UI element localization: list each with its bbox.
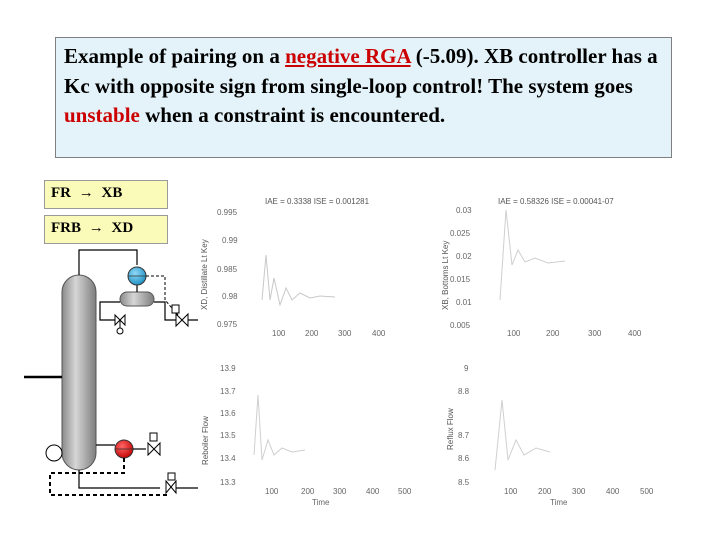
y-tick: 13.9 (220, 364, 236, 373)
y-tick: 0.02 (456, 252, 472, 261)
x-tick: 300 (333, 487, 347, 496)
y-tick: 0.025 (450, 229, 471, 238)
pairing-from: FR (51, 185, 71, 201)
x-axis-label: Time (550, 498, 568, 507)
y-tick: 13.4 (220, 454, 236, 463)
x-tick: 200 (305, 329, 319, 338)
callout-text-1: Example of pairing on a (64, 44, 286, 68)
y-tick: 0.975 (217, 320, 238, 329)
pairing-from: FRB (51, 220, 81, 236)
reflux-trace (495, 400, 550, 470)
x-tick: 200 (546, 329, 560, 338)
xb-trace (500, 210, 565, 300)
y-tick: 0.03 (456, 206, 472, 215)
reboiler-trace (254, 395, 305, 460)
plot-ylabel: XB, Bottoms Lt Key (441, 240, 450, 310)
y-tick: 0.98 (222, 292, 238, 301)
x-tick: 400 (606, 487, 620, 496)
y-tick: 0.005 (450, 321, 471, 330)
x-tick: 100 (265, 487, 279, 496)
arrow-right-icon: → (78, 185, 94, 201)
plot-title: IAE = 0.3338 ISE = 0.001281 (265, 197, 370, 206)
x-tick: 400 (628, 329, 642, 338)
x-tick: 300 (572, 487, 586, 496)
pairing-to: XD (111, 220, 134, 236)
pairing-to: XB (101, 185, 123, 201)
y-tick: 9 (464, 364, 469, 373)
y-tick: 13.3 (220, 478, 236, 487)
x-tick: 300 (588, 329, 602, 338)
callout-text-3: when a constraint is encountered. (139, 103, 446, 127)
arrow-right-icon: → (88, 220, 104, 236)
x-tick: 400 (372, 329, 386, 338)
x-tick: 400 (366, 487, 380, 496)
y-tick: 0.995 (217, 208, 238, 217)
x-tick: 100 (507, 329, 521, 338)
plot-ylabel: Reboiler Flow (201, 416, 210, 465)
callout-text-2: (-5.09). XB controller has a Kc with opposite sign from single-loop control! The system goes (64, 44, 658, 98)
y-tick: 0.99 (222, 236, 238, 245)
x-tick: 100 (504, 487, 518, 496)
callout-negative-rga: negative RGA (285, 44, 411, 68)
x-tick: 300 (338, 329, 352, 338)
y-tick: 8.6 (458, 454, 470, 463)
plot-ylabel: Reflux Flow (446, 408, 455, 450)
x-tick: 100 (272, 329, 286, 338)
x-tick: 200 (301, 487, 315, 496)
x-tick: 200 (538, 487, 552, 496)
y-tick: 13.6 (220, 409, 236, 418)
x-tick: 500 (398, 487, 412, 496)
callout-unstable: unstable (64, 103, 140, 127)
y-tick: 8.8 (458, 387, 470, 396)
xd-trace (262, 255, 335, 305)
plot-ylabel: XD, Distillate Lt Key (200, 239, 209, 310)
y-tick: 0.01 (456, 298, 472, 307)
y-tick: 8.7 (458, 431, 470, 440)
y-tick: 8.5 (458, 478, 470, 487)
x-axis-label: Time (312, 498, 330, 507)
y-tick: 0.015 (450, 275, 471, 284)
x-tick: 500 (640, 487, 654, 496)
y-tick: 13.5 (220, 431, 236, 440)
plot-title: IAE = 0.58326 ISE = 0.00041-07 (498, 197, 614, 206)
y-tick: 13.7 (220, 387, 236, 396)
y-tick: 0.985 (217, 265, 238, 274)
